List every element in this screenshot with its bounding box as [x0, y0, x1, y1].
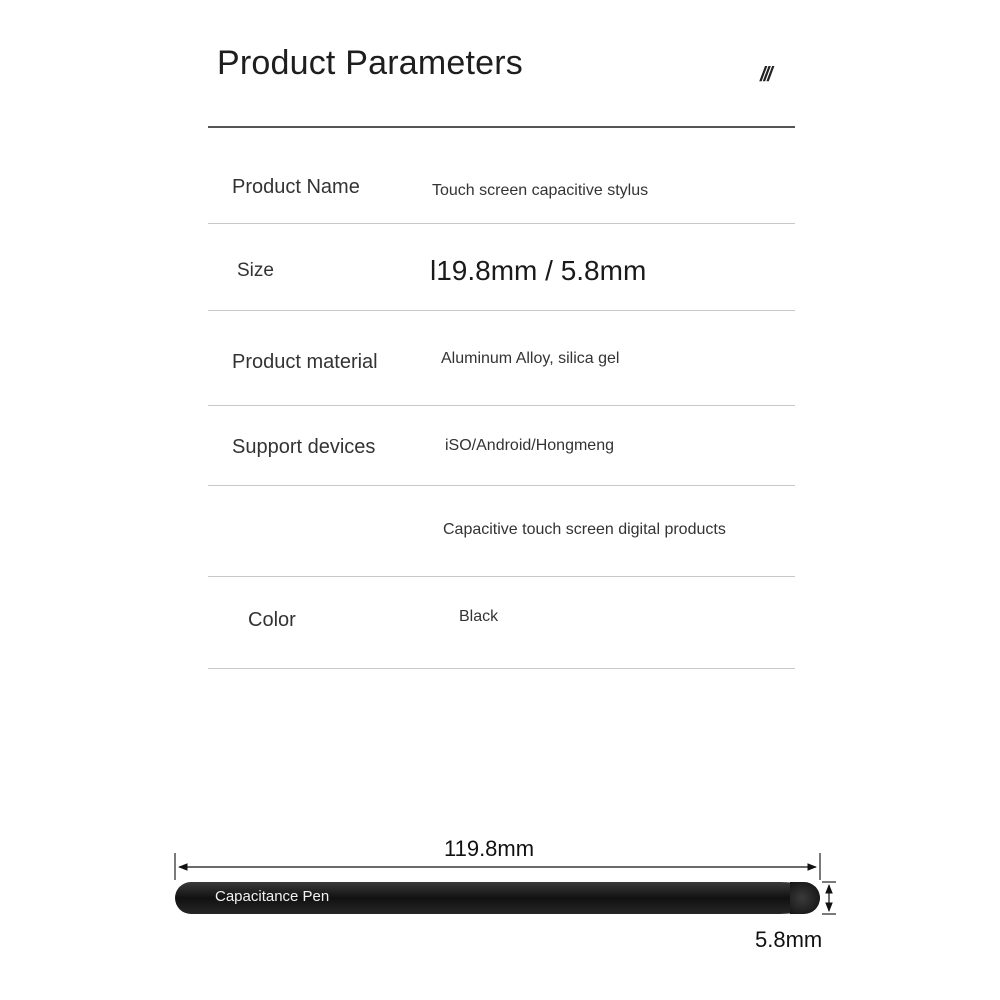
decorative-slashes: ///	[760, 64, 771, 86]
row-value-size: l19.8mm / 5.8mm	[430, 255, 647, 286]
row-label-size: Size	[237, 260, 274, 281]
page-title: Product Parameters	[217, 44, 523, 82]
row-value-product-name: Touch screen capacitive stylus	[432, 182, 649, 199]
pen-text: Capacitance Pen	[215, 888, 330, 905]
row-value-compatible-products: Capacitive touch screen digital products	[443, 521, 726, 538]
length-label: 119.8mm	[444, 836, 535, 861]
row-label-color: Color	[248, 609, 296, 631]
row-value-support-devices: iSO/Android/Hongmeng	[445, 437, 614, 454]
row-label-product-name: Product Name	[232, 176, 360, 198]
row-value-product-material: Aluminum Alloy, silica gel	[441, 350, 620, 367]
row-value-color: Black	[459, 608, 499, 625]
row-label-product-material: Product material	[232, 351, 378, 373]
diameter-label: 5.8mm	[755, 927, 823, 952]
row-label-support-devices: Support devices	[232, 436, 376, 458]
